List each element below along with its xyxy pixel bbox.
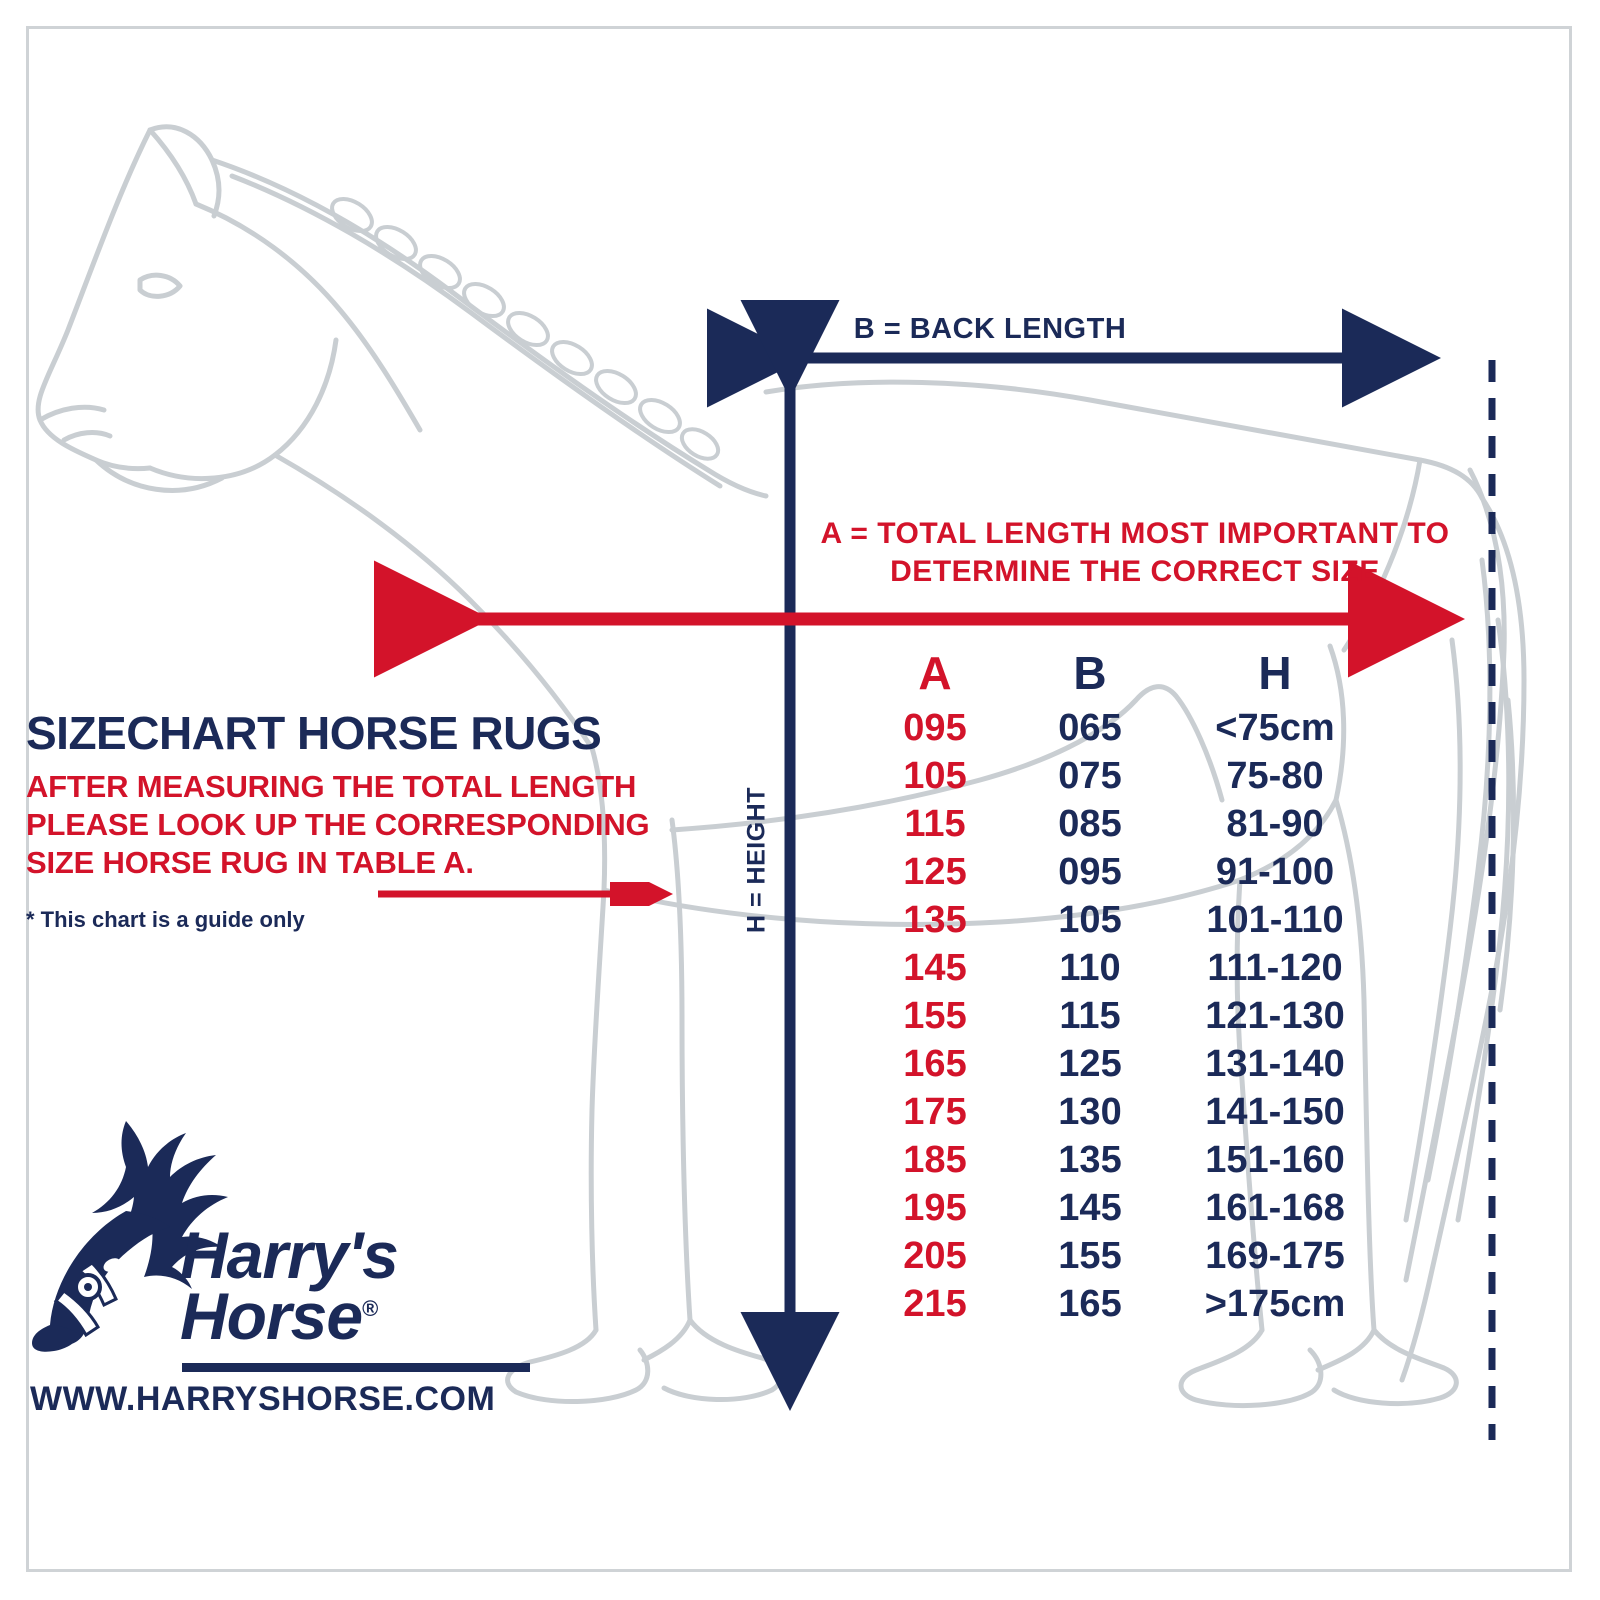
cell-a: 165 bbox=[903, 1043, 967, 1085]
cell-a: 205 bbox=[903, 1235, 967, 1277]
cell-h: 81-90 bbox=[1226, 803, 1324, 845]
table-row bbox=[860, 848, 1380, 896]
table-row bbox=[860, 1136, 1380, 1184]
cell-h: 111-120 bbox=[1207, 947, 1343, 989]
table-row bbox=[860, 752, 1380, 800]
table-row bbox=[860, 704, 1380, 752]
table-row bbox=[860, 1184, 1380, 1232]
instruction-line-1: AFTER MEASURING THE TOTAL LENGTH bbox=[26, 769, 637, 804]
brand-name-line2: Horse bbox=[180, 1278, 363, 1353]
cell-h: 161-168 bbox=[1205, 1187, 1345, 1229]
table-row bbox=[860, 944, 1380, 992]
cell-h: 121-130 bbox=[1205, 995, 1345, 1037]
cell-h: 141-150 bbox=[1205, 1091, 1345, 1133]
cell-b: 075 bbox=[1058, 755, 1122, 797]
cell-h: <75cm bbox=[1215, 707, 1335, 749]
cell-h: >175cm bbox=[1204, 1283, 1346, 1325]
table-row bbox=[860, 896, 1380, 944]
cell-b: 115 bbox=[1059, 995, 1121, 1037]
brand-wordmark bbox=[180, 1218, 398, 1353]
table-row bbox=[860, 800, 1380, 848]
brand-url: WWW.HARRYSHORSE.COM bbox=[30, 1380, 496, 1418]
table-row bbox=[860, 1280, 1380, 1328]
cell-a: 175 bbox=[903, 1091, 967, 1133]
column-header-b: B bbox=[1073, 647, 1107, 699]
cell-b: 135 bbox=[1058, 1139, 1122, 1181]
table-row bbox=[860, 1232, 1380, 1280]
cell-a: 185 bbox=[903, 1139, 967, 1181]
cell-b: 105 bbox=[1058, 899, 1122, 941]
cell-a: 145 bbox=[903, 947, 967, 989]
cell-a: 195 bbox=[903, 1187, 967, 1229]
cell-b: 110 bbox=[1059, 947, 1121, 989]
back-length-label: B = BACK LENGTH bbox=[853, 313, 1127, 345]
table-header-row bbox=[860, 650, 1380, 704]
table-pointer-arrow bbox=[374, 882, 684, 906]
size-table bbox=[860, 647, 1380, 1328]
registered-mark: ® bbox=[362, 1295, 378, 1321]
cell-a: 115 bbox=[904, 803, 966, 845]
cell-h: 151-160 bbox=[1205, 1139, 1345, 1181]
table-row bbox=[860, 1088, 1380, 1136]
cell-a: 105 bbox=[903, 755, 967, 797]
logo-underline bbox=[182, 1363, 530, 1372]
total-length-label: A = TOTAL LENGTH MOST IMPORTANT TO DETERMINE THE CORRECT SIZE bbox=[820, 517, 1450, 588]
cell-b: 130 bbox=[1058, 1091, 1122, 1133]
cell-a: 125 bbox=[903, 851, 967, 893]
cell-b: 165 bbox=[1058, 1283, 1122, 1325]
column-header-h: H bbox=[1258, 647, 1292, 699]
info-block bbox=[26, 707, 706, 933]
cell-b: 095 bbox=[1058, 851, 1122, 893]
cell-b: 145 bbox=[1058, 1187, 1122, 1229]
cell-h: 169-175 bbox=[1205, 1235, 1345, 1277]
guide-note: * This chart is a guide only bbox=[26, 907, 305, 933]
cell-a: 095 bbox=[903, 707, 967, 749]
column-header-a: A bbox=[918, 647, 952, 699]
table-row bbox=[860, 992, 1380, 1040]
instruction-line-3: SIZE HORSE RUG IN TABLE A. bbox=[26, 844, 474, 880]
table-row bbox=[860, 1040, 1380, 1088]
page-title: SIZECHART HORSE RUGS bbox=[26, 707, 602, 759]
cell-h: 75-80 bbox=[1226, 755, 1324, 797]
height-label: H = HEIGHT bbox=[742, 787, 771, 933]
cell-b: 155 bbox=[1058, 1235, 1122, 1277]
brand-logo bbox=[30, 1115, 550, 1418]
cell-b: 065 bbox=[1058, 707, 1122, 749]
instruction-line-2: PLEASE LOOK UP THE CORRESPONDING bbox=[26, 806, 650, 842]
cell-a: 215 bbox=[903, 1283, 967, 1325]
cell-h: 101-110 bbox=[1206, 899, 1344, 941]
brand-name-line1: Harry's bbox=[180, 1218, 398, 1292]
cell-a: 135 bbox=[903, 899, 967, 941]
cell-h: 131-140 bbox=[1205, 1043, 1345, 1085]
cell-a: 155 bbox=[903, 995, 967, 1037]
cell-h: 91-100 bbox=[1215, 851, 1335, 893]
cell-b: 125 bbox=[1058, 1043, 1122, 1085]
cell-b: 085 bbox=[1058, 803, 1122, 845]
